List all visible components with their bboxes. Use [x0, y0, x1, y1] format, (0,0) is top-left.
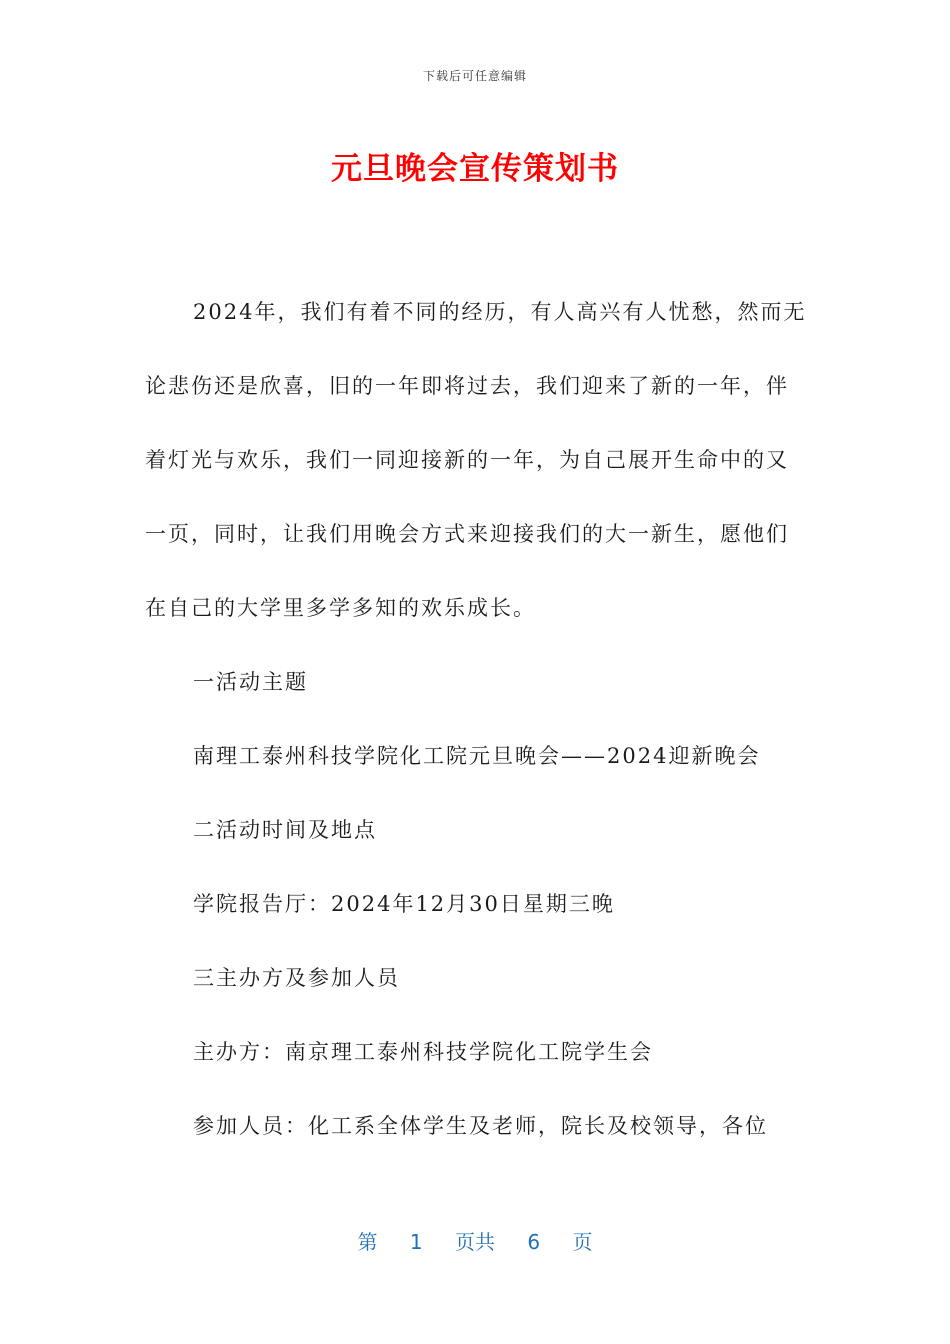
current-page-number: 1 [409, 1230, 423, 1254]
document-title: 元旦晚会宣传策划书 [331, 151, 619, 187]
total-pages-number: 6 [527, 1230, 541, 1254]
document-body [145, 275, 810, 1163]
footer-prefix: 第 [357, 1230, 378, 1254]
page-number-footer [0, 1226, 950, 1255]
section-heading-time-place: 二活动时间及地点 [193, 818, 377, 842]
participants-text: 参加人员：化工系全体学生及老师，院长及校领导，各位 [193, 1114, 768, 1138]
organizer-text: 主办方：南京理工泰州科技学院化工院学生会 [193, 1040, 653, 1064]
intro-paragraph: 2024年，我们有着不同的经历，有人高兴有人忧愁，然而无论悲伤还是欣喜，旧的一年即将过去，我们迎来了新的一年，伴着灯光与欢乐，我们一同迎接新的一年，为自己展开生命中的又一页，同时，让我们用晚会方式来迎接我们的大一新生，愿他们在自己的大学里多学多知的欢乐成长。 [145, 300, 807, 620]
section-heading-organizers: 三主办方及参加人员 [193, 966, 400, 990]
footer-mid: 页共 [455, 1230, 495, 1254]
footer-suffix: 页 [572, 1230, 593, 1254]
section-heading-theme: 一活动主题 [193, 670, 308, 694]
header-note: 下载后可任意编辑 [422, 69, 527, 83]
time-place-text: 学院报告厅：2024年12月30日星期三晚 [193, 892, 615, 916]
theme-text: 南理工泰州科技学院化工院元旦晚会——2024迎新晚会 [193, 744, 761, 768]
